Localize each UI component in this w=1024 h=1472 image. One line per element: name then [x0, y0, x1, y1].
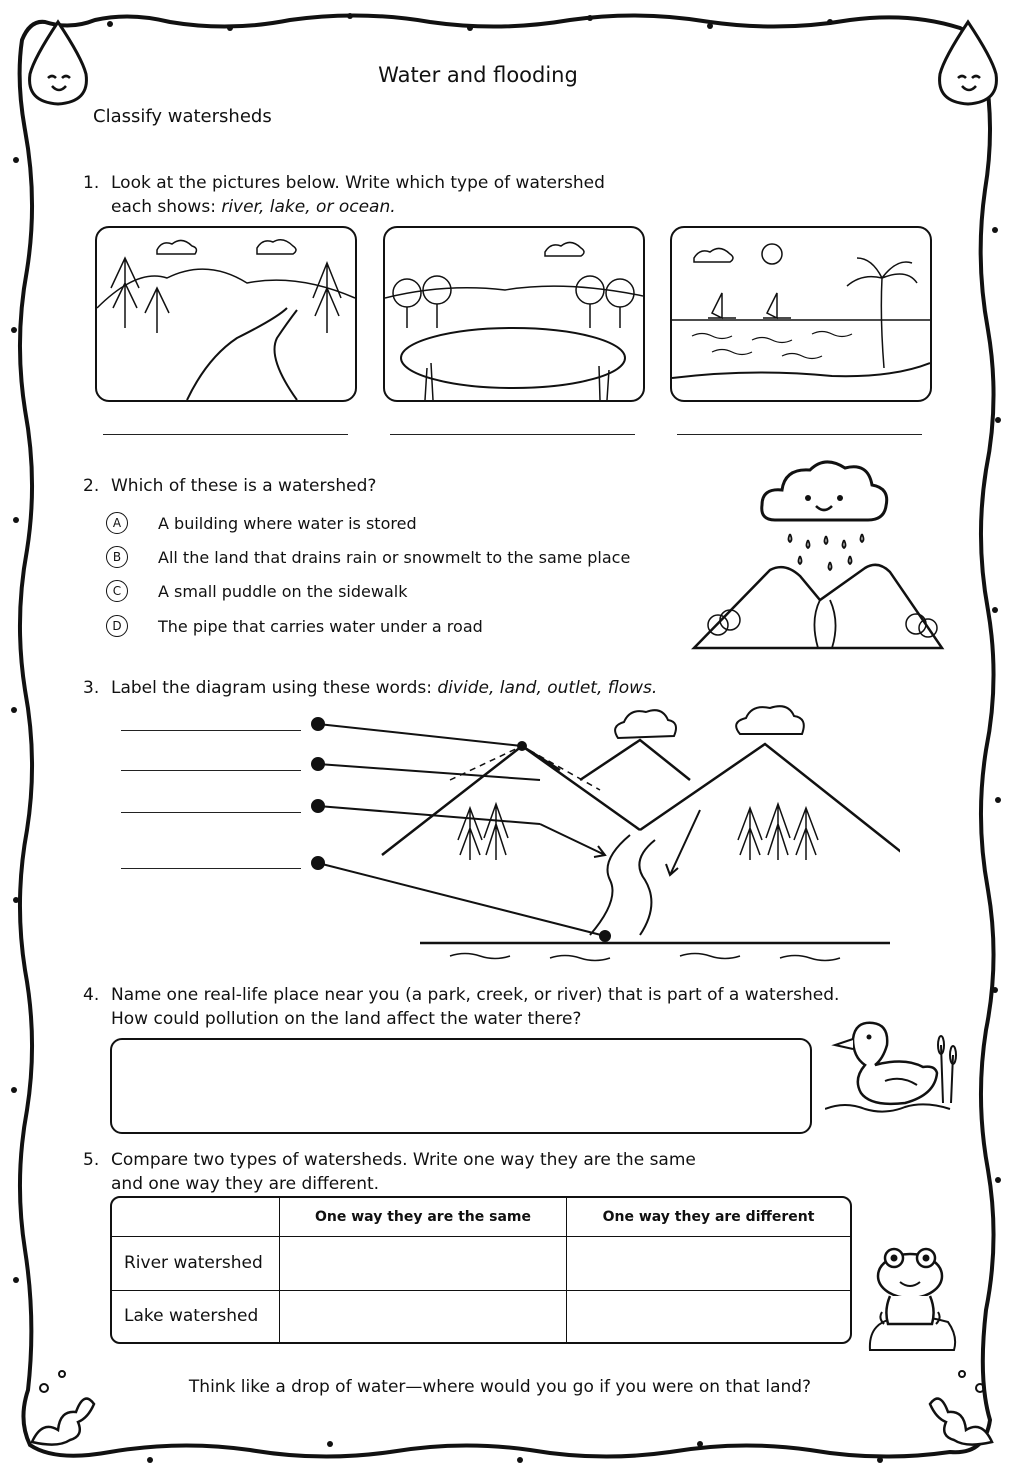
frog-illustration [860, 1240, 960, 1355]
question-4-text-line2: How could pollution on the land affect the water there? [111, 1009, 582, 1029]
rain-cloud-mountains-illustration [690, 450, 950, 655]
page-title: Water and flooding [378, 63, 578, 87]
question-number: 4. [83, 985, 100, 1005]
label-line-4[interactable] [121, 868, 301, 869]
question-number: 3. [83, 678, 100, 698]
question-3-text: Label the diagram using these words: [111, 678, 438, 698]
river-picture [95, 226, 357, 402]
lake-picture [383, 226, 645, 402]
watershed-diagram [300, 700, 900, 970]
answer-line-river[interactable] [103, 434, 348, 435]
question-number: 5. [83, 1150, 100, 1170]
ocean-picture [670, 226, 932, 402]
option-letter: A [106, 512, 128, 534]
option-text: A building where water is stored [158, 513, 417, 533]
question-4-text-line1: Name one real-life place near you (a park, creek, or river) that is part of a watershed. [111, 985, 840, 1005]
table-header-cell: One way they are the same [280, 1198, 567, 1237]
label-line-2[interactable] [121, 770, 301, 771]
option-d[interactable] [106, 615, 483, 637]
question-number: 2. [83, 476, 100, 496]
question-5 [83, 1148, 696, 1196]
footer-prompt: Think like a drop of water—where would you go if you were on that land? [188, 1377, 812, 1397]
option-text: All the land that drains rain or snowmelt to the same place [158, 547, 631, 567]
table-cell-different[interactable] [567, 1237, 850, 1291]
question-1-text-line2: each shows: [111, 197, 222, 217]
option-a[interactable] [106, 512, 417, 534]
option-letter: C [106, 580, 128, 602]
option-text: The pipe that carries water under a road [158, 616, 483, 636]
answer-line-lake[interactable] [390, 434, 635, 435]
table-cell-same[interactable] [280, 1291, 567, 1342]
option-b[interactable] [106, 546, 630, 568]
question-number: 1. [83, 173, 100, 193]
answer-line-ocean[interactable] [677, 434, 922, 435]
table-header-cell [112, 1198, 280, 1237]
table-header-row [112, 1198, 850, 1237]
table-header-cell: One way they are different [567, 1198, 850, 1237]
option-text: A small puddle on the sidewalk [158, 581, 408, 601]
label-line-3[interactable] [121, 812, 301, 813]
option-letter: D [106, 615, 128, 637]
table-cell-different[interactable] [567, 1291, 850, 1342]
table-cell-same[interactable] [280, 1237, 567, 1291]
option-letter: B [106, 546, 128, 568]
question-3 [83, 676, 657, 700]
question-3-word-bank: divide, land, outlet, flows. [437, 678, 658, 698]
duck-illustration [825, 1015, 965, 1120]
row-label: Lake watershed [112, 1291, 280, 1342]
question-1-choices: river, lake, or ocean. [221, 197, 396, 217]
question-1 [83, 171, 605, 219]
splash-icon-right [912, 1360, 1002, 1450]
row-label: River watershed [112, 1237, 280, 1291]
question-5-text-line2: and one way they are different. [111, 1174, 380, 1194]
question-5-text-line1: Compare two types of watersheds. Write one way they are the same [111, 1150, 696, 1170]
question-4-answer-box[interactable] [110, 1038, 812, 1134]
label-line-1[interactable] [121, 730, 301, 731]
page-subtitle: Classify watersheds [93, 106, 272, 127]
table-row [112, 1291, 850, 1342]
question-4 [83, 983, 839, 1031]
splash-icon-left [22, 1360, 112, 1450]
table-row [112, 1237, 850, 1291]
question-2 [83, 474, 376, 498]
question-2-text: Which of these is a watershed? [111, 476, 377, 496]
comparison-table [110, 1196, 852, 1344]
option-c[interactable] [106, 580, 407, 602]
question-1-text-line1: Look at the pictures below. Write which type of watershed [111, 173, 605, 193]
